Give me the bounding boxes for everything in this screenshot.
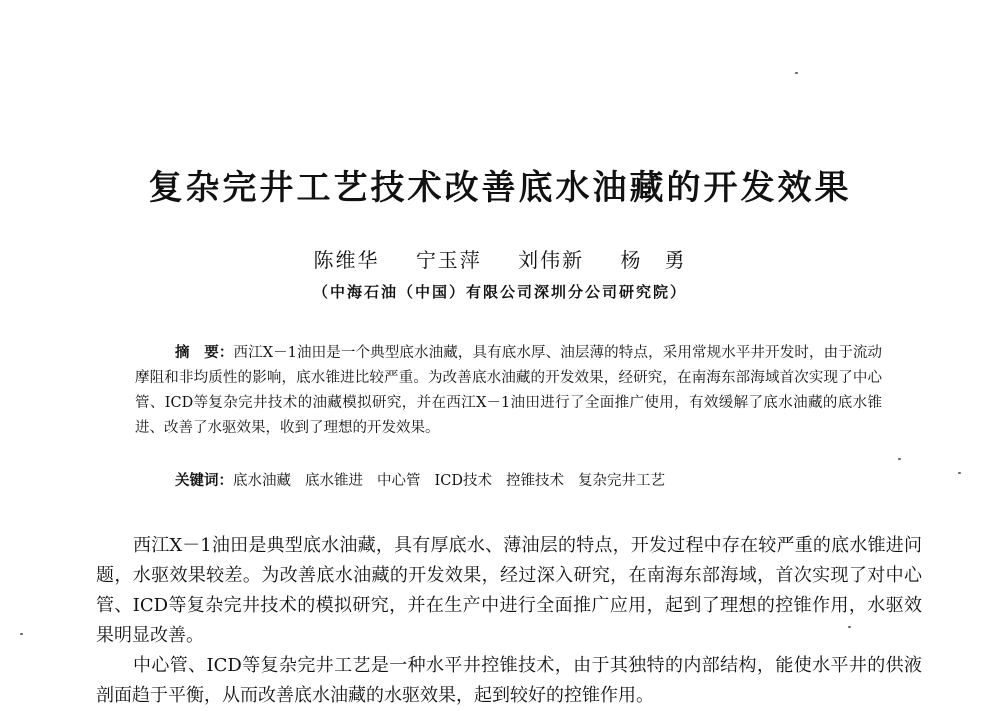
author-list xyxy=(0,244,1000,273)
author-name: 宁玉萍 xyxy=(415,248,482,272)
abstract-label: 摘 要： xyxy=(175,345,234,361)
keyword: 复杂完井工艺 xyxy=(577,473,665,489)
scan-speck xyxy=(848,626,851,628)
keyword: ICD技术 xyxy=(434,473,492,489)
body-paragraph: 中心管、ICD等复杂完井工艺是一种水平井控锥技术，由于其独特的内部结构，能使水平井的供液剖面趋于平衡，从而改善底水油藏的水驱效果，起到较好的控锥作用。 xyxy=(96,655,922,706)
paper-title: 复杂完井工艺技术改善底水油藏的开发效果 xyxy=(148,168,852,208)
scan-speck xyxy=(20,633,23,635)
affiliation: （中海石油（中国）有限公司深圳分公司研究院） xyxy=(312,283,687,301)
abstract-text: 西江X－1油田是一个典型底水油藏，具有底水厚、油层薄的特点，采用常规水平井开发时，由于流动摩阻和非均质性的影响，底水锥进比较严重。为改善底水油藏的开发效果，经研究，在南海东部海域首次实现了中心管、ICD等复杂完井技术的油藏模拟研究，并在西江X－1油田进行了全面推广使用，有效缓解了底水油藏的底水锥进、改善了水驱效果，收到了理想的开发效果。 xyxy=(135,345,883,436)
scan-speck xyxy=(958,472,961,474)
author-name: 杨 勇 xyxy=(620,248,687,272)
author-name: 刘伟新 xyxy=(518,248,585,272)
abstract xyxy=(135,341,882,441)
keyword: 控锥技术 xyxy=(505,473,564,489)
author-name: 陈维华 xyxy=(313,248,380,272)
scan-speck xyxy=(898,458,901,460)
scan-speck xyxy=(795,72,798,74)
keyword: 底水锥进 xyxy=(305,473,363,489)
body-paragraph: 西江X－1油田是典型底水油藏，具有厚底水、薄油层的特点，开发过程中存在较严重的底水锥进问题，水驱效果较差。为改善底水油藏的开发效果，经过深入研究，在南海东部海域，首次实现了对中心管、ICD等复杂完井技术的模拟研究，并在生产中进行全面推广应用，起到了理想的控锥作用，水驱效果明显改善。 xyxy=(96,535,922,646)
keywords xyxy=(175,469,679,494)
keywords-label: 关键词： xyxy=(175,473,233,489)
keyword: 底水油藏 xyxy=(233,473,291,489)
keyword: 中心管 xyxy=(377,473,421,489)
